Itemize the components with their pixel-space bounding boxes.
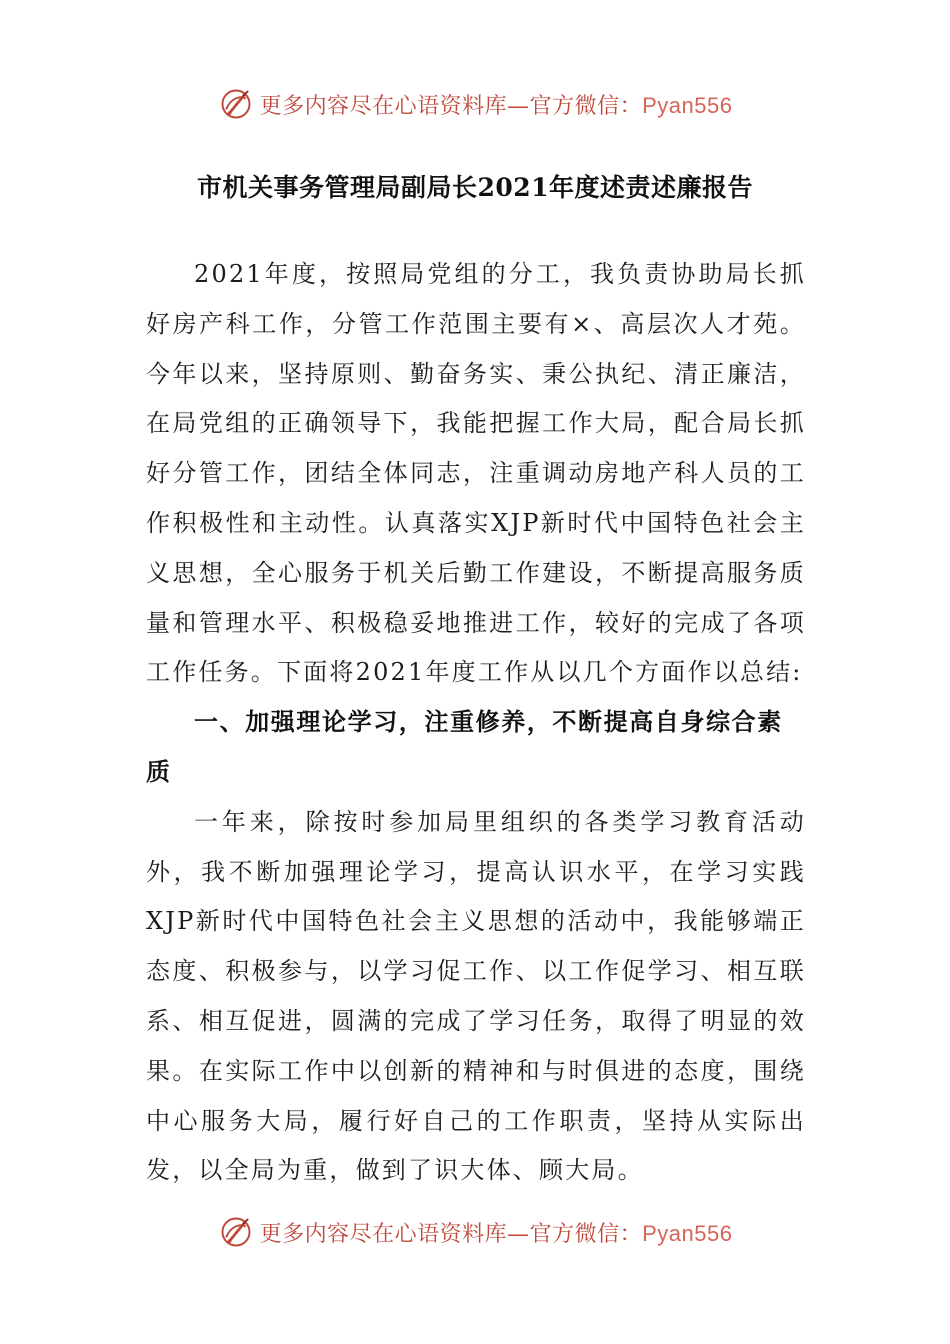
pen-swirl-logo-icon	[218, 86, 254, 122]
body-paragraph: 2021年度，按照局党组的分工，我负责协助局长抓好房产科工作，分管工作范围主要有×、高层次人才苑。今年以来，坚持原则、勤奋务实、秉公执纪、清正廉洁，在局党组的正确领导下，我能把握工作大局，配合局长抓好分管工作，团结全体同志，注重调动房地产科人员的工作积极性和主动性。认真落实XJP新时代中国特色社会主义思想，全心服务于机关后勤工作建设，不断提高服务质量和管理水平、积极稳妥地推进工作，较好的完成了各项工作任务。下面将2021年度工作从以几个方面作以总结:	[146, 260, 806, 687]
pen-swirl-logo-icon	[218, 1214, 254, 1250]
document-body	[146, 250, 806, 1196]
body-paragraph: 一年来，除按时参加局里组织的各类学习教育活动外，我不断加强理论学习，提高认识水平，在学习实践XJP新时代中国特色社会主义思想的活动中，我能够端正态度、积极参与，以学习促工作、以工作促学习、相互联系、相互促进，圆满的完成了学习任务，取得了明显的效果。在实际工作中以创新的精神和与时俱进的态度，围绕中心服务大局，履行好自己的工作职责，坚持从实际出发，以全局为重，做到了识大体、顾大局。	[146, 807, 806, 1185]
document-title: 市机关事务管理局副局长2021年度述责述廉报告	[196, 173, 754, 202]
watermark-text: 更多内容尽在心语资料库—官方微信：Pyan556	[259, 1220, 733, 1247]
watermark-banner-top	[0, 82, 950, 126]
watermark-banner-bottom	[0, 1210, 950, 1254]
section-heading: 一、加强理论学习，注重修养，不断提高自身综合素质	[146, 708, 783, 786]
wechat-id: Pyan556	[642, 1220, 733, 1246]
wechat-id: Pyan556	[642, 92, 733, 118]
watermark-text: 更多内容尽在心语资料库—官方微信：Pyan556	[259, 92, 733, 119]
